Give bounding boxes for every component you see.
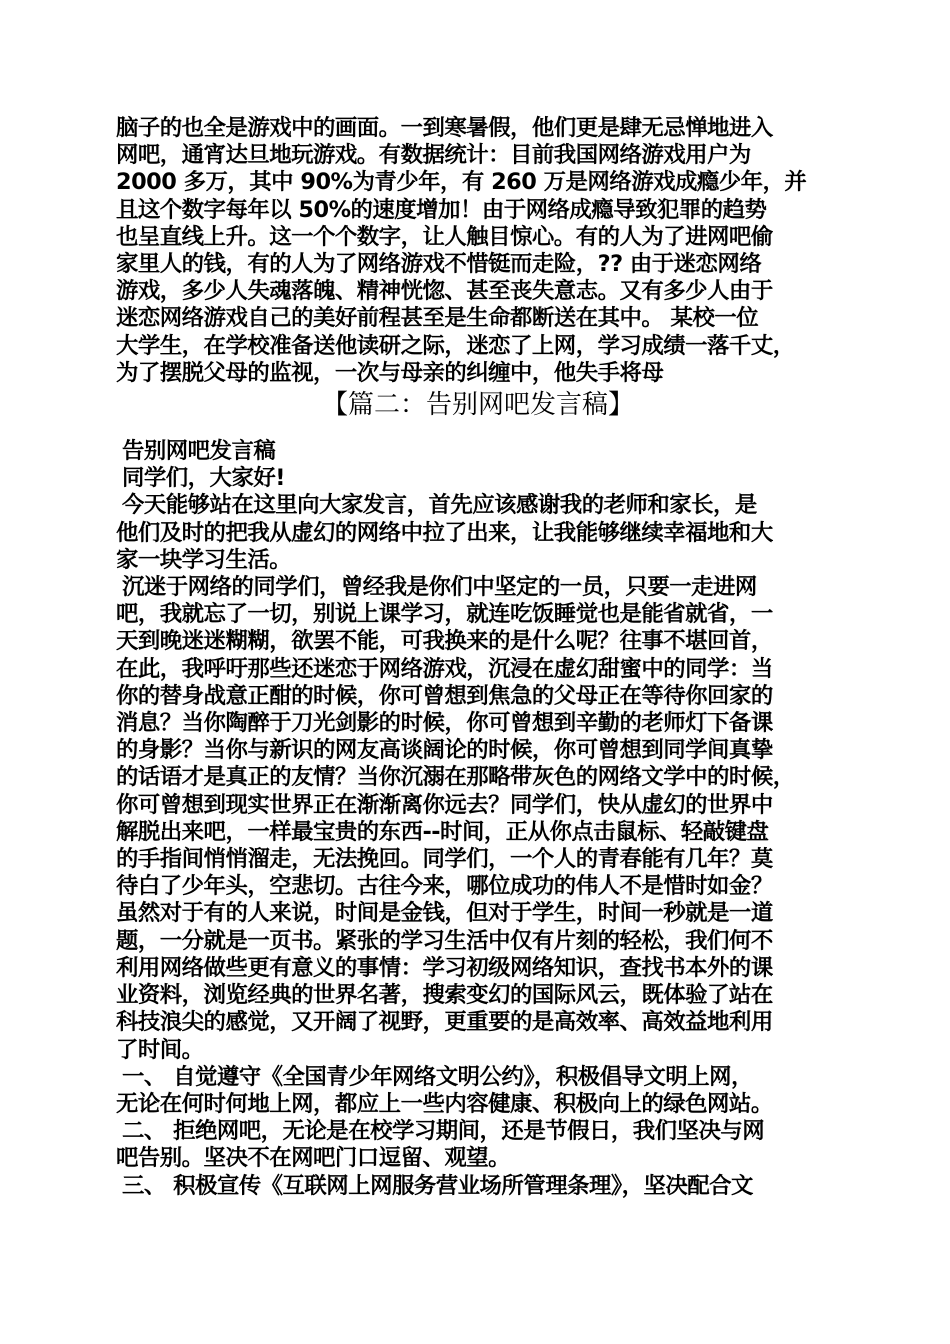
- greeting-line: 同学们，大家好!: [122, 465, 285, 492]
- list-item-line: 二、 拒绝网吧，无论是在校学习期间，还是节假日，我们坚决与网: [122, 1118, 765, 1145]
- text-line: 的身影？当你与新识的网友高谈阔论的时候，你可曾想到同学间真挚: [116, 737, 773, 764]
- text-line: 无论在何时何地上网，都应上一些内容健康、积极向上的绿色网站。: [116, 1090, 773, 1117]
- text-line: 且这个数字每年以 50%的速度增加！由于网络成瘾导致犯罪的趋势: [116, 196, 767, 223]
- text-line: 游戏，多少人失魂落魄、精神恍惚、甚至丧失意志。又有多少人由于: [116, 278, 773, 305]
- list-item-line: 一、 自觉遵守《全国青少年网络文明公约》，积极倡导文明上网，: [122, 1063, 753, 1090]
- text-line: 网吧，通宵达旦地玩游戏。有数据统计：目前我国网络游戏用户为: [116, 142, 751, 169]
- intro-paragraph: [116, 115, 840, 387]
- text-line: 沉迷于网络的同学们，曾经我是你们中坚定的一员，只要一走进网: [122, 574, 757, 601]
- document-page: [116, 115, 840, 1200]
- text-line: 你的替身战意正酣的时候，你可曾想到焦急的父母正在等待你回家的: [116, 682, 773, 709]
- text-line: 迷恋网络游戏自己的美好前程甚至是生命都断送在其中。 某校一位: [116, 305, 759, 332]
- text-line: 虽然对于有的人来说，时间是金钱，但对于学生，时间一秒就是一道: [116, 900, 773, 927]
- text-line: 大学生，在学校准备送他读研之际，迷恋了上网，学习成绩一落千丈，: [116, 332, 795, 359]
- text-line: 家一块学习生活。: [116, 546, 292, 573]
- text-line: 业资料，浏览经典的世界名著，搜索变幻的国际风云，既体验了站在: [116, 982, 773, 1009]
- text-line: 也呈直线上升。这一个个数字，让人触目惊心。有的人为了进网吧偷: [116, 223, 773, 250]
- text-line: 今天能够站在这里向大家发言，首先应该感谢我的老师和家长，是: [122, 492, 757, 519]
- text-line: 的手指间悄悄溜走，无法挽回。同学们，一个人的青春能有几年？莫: [116, 846, 773, 873]
- text-line: 他们及时的把我从虚幻的网络中拉了出来，让我能够继续幸福地和大: [116, 519, 773, 546]
- text-line: 待白了少年头，空悲切。古往今来，哪位成功的伟人不是惜时如金？: [116, 873, 773, 900]
- text-line: 脑子的也全是游戏中的画面。一到寒暑假，他们更是肆无忌惮地进入: [116, 115, 773, 141]
- text-line: 解脱出来吧，一样最宝贵的东西--时间，正从你点击鼠标、轻敲键盘: [116, 818, 769, 845]
- text-line: 吧，我就忘了一切，别说上课学习，就连吃饭睡觉也是能省就省，一: [116, 601, 773, 628]
- text-line: 天到晚迷迷糊糊，欲罢不能，可我换来的是什么呢？往事不堪回首，: [116, 628, 773, 655]
- text-line: 科技浪尖的感觉，又开阔了视野，更重要的是高效率、高效益地利用: [116, 1009, 773, 1036]
- speech-title: 告别网吧发言稿: [122, 438, 276, 465]
- text-line: 吧告别。坚决不在网吧门口逗留、观望。: [116, 1145, 511, 1172]
- text-line: 在此，我呼吁那些还迷恋于网络游戏，沉浸在虚幻甜蜜中的同学：当: [116, 655, 773, 682]
- text-line: 了时间。: [116, 1036, 204, 1063]
- text-line: 为了摆脱父母的监视，一次与母亲的纠缠中，他失手将母: [116, 359, 664, 386]
- text-line: 消息？当你陶醉于刀光剑影的时候，你可曾想到辛勤的老师灯下备课: [116, 710, 773, 737]
- text-line: 的话语才是真正的友情？当你沉溺在那略带灰色的网络文学中的时候，: [116, 764, 795, 791]
- text-line: 利用网络做些更有意义的事情：学习初级网络知识，查找书本外的课: [116, 954, 773, 981]
- text-line: 你可曾想到现实世界正在渐渐离你远去？同学们，快从虚幻的世界中: [116, 791, 773, 818]
- text-line: 题，一分就是一页书。紧张的学习生活中仅有片刻的轻松，我们何不: [116, 927, 773, 954]
- text-line: 2000 多万，其中 90%为青少年，有 260 万是网络游戏成瘾少年，并: [116, 169, 807, 196]
- list-item-line: 三、 积极宣传《互联网上网服务营业场所管理条理》，坚决配合文: [122, 1172, 753, 1199]
- text-line: 家里人的钱，有的人为了网络游戏不惜铤而走险，?? 由于迷恋网络: [116, 251, 762, 278]
- section-heading: 【篇二：告别网吧发言稿】: [321, 390, 634, 421]
- speech-body: [116, 438, 840, 1200]
